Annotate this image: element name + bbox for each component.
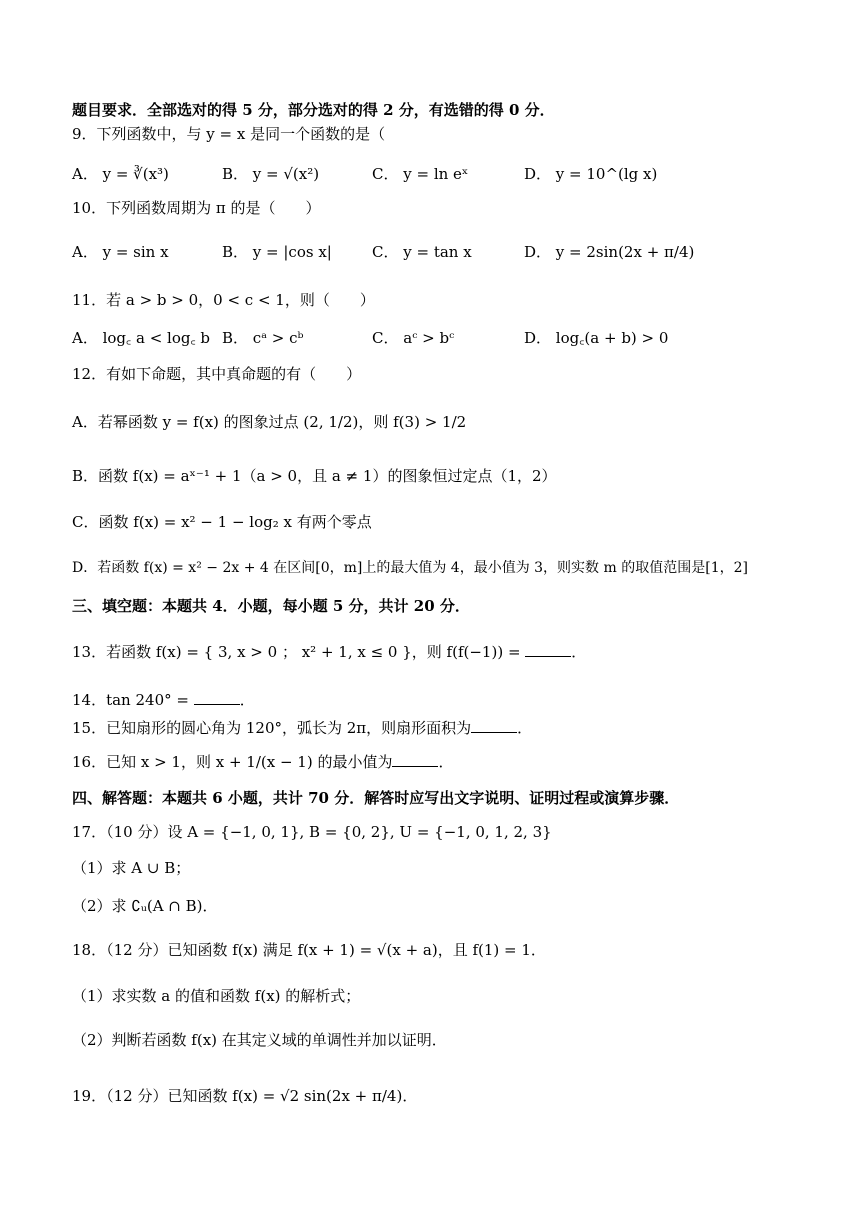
q12-option-b: B．函数 f(x) = aˣ⁻¹ + 1（a > 0，且 a ≠ 1）的图象恒过定点（1，2） [72,467,557,485]
q17-part-2: （2）求 ∁ᵤ(A ∩ B)． [72,897,218,915]
q9-option-a: A． y = ∛(x³) [72,165,169,183]
q15-line [72,716,532,738]
q12-option-c: C．函数 f(x) = x² − 1 − log₂ x 有两个零点 [72,513,372,531]
q14-stem: 14．tan 240° = [72,691,189,709]
q17-part-1: （1）求 A ∪ B； [72,859,191,877]
q11-option-c: C． aᶜ > bᶜ [372,329,455,347]
q16-stem: 16．已知 x > 1，则 x + 1/(x − 1) 的最小值为 [72,753,393,771]
q9-option-d: D． y = 10^(lg x) [524,165,658,183]
q16-end: ． [438,753,454,771]
q19-stem: 19．（12 分）已知函数 f(x) = √2 sin(2x + π/4)． [72,1087,418,1105]
q18-stem: 18．（12 分）已知函数 f(x) 满足 f(x + 1) = √(x + a)，且 f(1) = 1． [72,941,546,959]
q15-end: ． [517,719,533,737]
q13-end: ． [571,643,587,661]
q15-stem: 15．已知扇形的圆心角为 120°，弧长为 2π，则扇形面积为 [72,719,472,737]
q12-option-a: A．若幂函数 y = f(x) 的图象过点 (2, 1/2)，则 f(3) > 1/2 [72,413,467,431]
q14-line [72,688,255,710]
q16-line [72,750,454,772]
q11-option-d: D． log꜀(a + b) > 0 [524,329,669,347]
q10-stem: 10．下列函数周期为 π 的是（ ） [72,199,321,217]
q13-answer-blank [525,640,571,657]
q9-option-c: C． y = ln eˣ [372,165,469,183]
q14-answer-blank [194,688,240,705]
q12-stem: 12．有如下命题，其中真命题的有（ ） [72,365,362,383]
q13-line [72,640,586,662]
q9-stem: 9．下列函数中，与 y = x 是同一个函数的是（ [72,125,386,143]
q11-option-b: B． cᵃ > cᵇ [222,329,304,347]
q9-option-b: B． y = √(x²) [222,165,320,183]
q14-end: ． [239,691,255,709]
q15-answer-blank [471,716,517,733]
q13-stem: 13．若函数 f(x) = { 3, x > 0 ； x² + 1, x ≤ 0 }，则 f(f(−1)) = [72,643,521,661]
q16-answer-blank [392,750,438,767]
q17-stem: 17．（10 分）设 A = {−1, 0, 1}, B = {0, 2}, U = {−1, 0, 1, 2, 3} [72,823,552,841]
header-line: 题目要求．全部选对的得 5 分，部分选对的得 2 分，有选错的得 0 分． [72,101,555,119]
q10-option-a: A． y = sin x [72,243,169,261]
q12-option-d: D．若函数 f(x) = x² − 2x + 4 在区间[0，m]上的最大值为 4，最小值为 3，则实数 m 的取值范围是[1，2] [72,560,748,576]
q10-option-d: D． y = 2sin(2x + π/4) [524,243,695,261]
q18-part-1: （1）求实数 a 的值和函数 f(x) 的解析式； [72,987,361,1005]
q18-part-2: （2）判断若函数 f(x) 在其定义域的单调性并加以证明． [72,1031,447,1049]
q10-option-c: C． y = tan x [372,243,472,261]
q11-option-a: A． log꜀ a < log꜀ b [72,329,211,347]
section3-heading: 三、填空题：本题共 4．小题，每小题 5 分，共计 20 分． [72,597,470,615]
q11-stem: 11．若 a > b > 0，0 < c < 1，则（ ） [72,291,375,309]
q10-option-b: B． y = |cos x| [222,243,332,261]
section4-heading: 四、解答题：本题共 6 小题，共计 70 分．解答时应写出文字说明、证明过程或演算步骤． [72,789,680,807]
